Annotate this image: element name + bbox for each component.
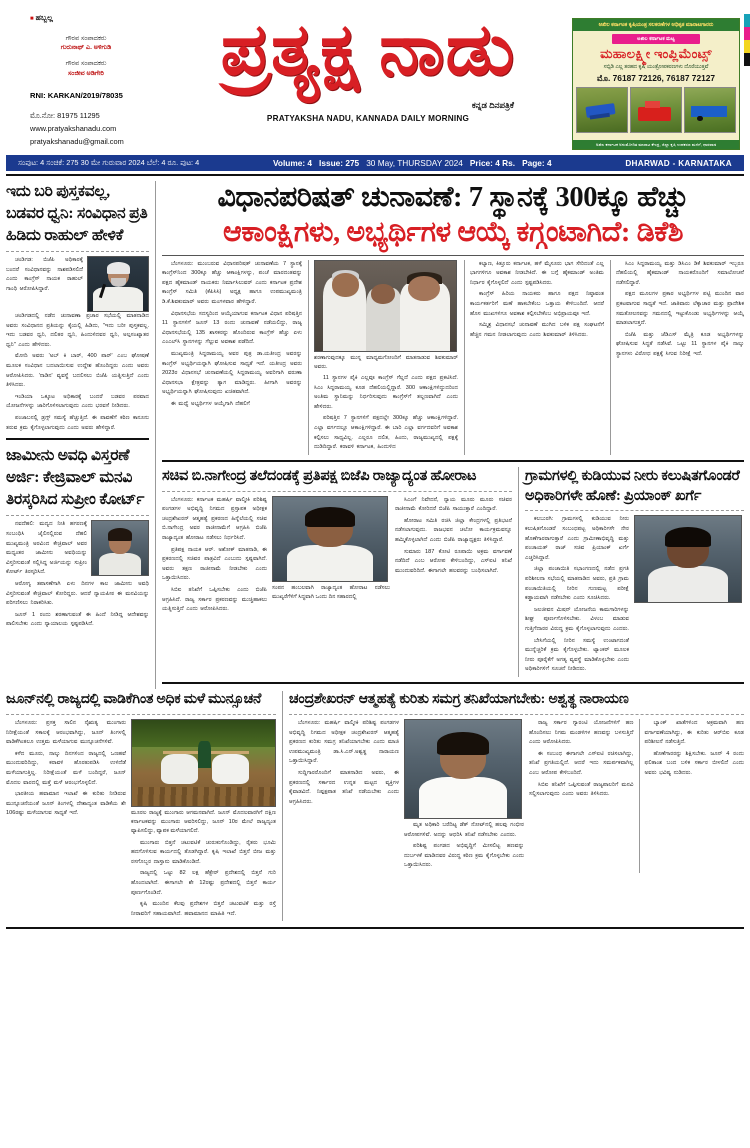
story-kejriwal[interactable]	[6, 445, 149, 630]
story-rahul-body-part1: ಚಂಡಿಗಡ: ಬಿಜೆಪಿ ಅಧಿಕಾರಕ್ಕೆ ಬಂದರೆ ಸಂವಿಧಾನವನ್ನು ನಾಶಪಡಿಸಲಿದೆ ಎಂದು ಕಾಂಗ್ರೆಸ್ ನಾಯಕ ರಾಹುಲ್ ಗಾಂಧಿ ಆರೋಪಿಸಿದ್ದಾರೆ.	[6, 257, 83, 292]
divider	[6, 251, 149, 252]
lead-story[interactable]	[162, 181, 744, 455]
lead-col-3: ಕಲ್ಯಾಣ, ಕಿತ್ತೂರು ಕರ್ನಾಟಕ, ಹಳೆ ಮೈಸೂರು ಭಾಗ ಸೇರಿದಂತೆ ಎಲ್ಲ ಭಾಗಗಳಿಗೂ ಅವಕಾಶ ನೀಡಬೇಕಿದೆ. ಈ ಬಗ್ಗೆ ಹೈಕಮಾಂಡ್ ಅಂತಿಮ ನಿರ್ಧಾರ ಕೈಗೊಳ್ಳಲಿದೆ ಎಂದು ಸ್ಪಷ್ಟಪಡಿಸಿದರು. ಕಾಂಗ್ರೆಸ್ ಹಿರಿಯ ನಾಯಕರು ಹಾಗೂ ಪಕ್ಷದ ನಿಷ್ಠಾವಂತ ಕಾರ್ಯಕರ್ತರಿಗೆ ಮಣೆ ಹಾಕಬೇಕೆಂಬ ಒತ್ತಾಯ ಕೇಳಿಬಂದಿದೆ. ಆದರೆ ಹೊಸ ಮುಖಗಳಿಗೂ ಅವಕಾಶ ಕಲ್ಪಿಸಬೇಕೆಂಬ ಅಭಿಪ್ರಾಯವೂ ಇದೆ. ಸಮ್ಮಿಶ್ರ ವಿಧಾನಸಭೆ ಚುನಾವಣೆ ಮುಗಿದ ಬಳಿಕ ಪಕ್ಷ ಸಂಘಟನೆಗೆ ಹೆಚ್ಚಿನ ಗಮನ ನೀಡಲಾಗುವುದು ಎಂದು ಶಿವಕುಮಾರ್ ತಿಳಿಸಿದರು.	[464, 260, 604, 455]
lead-headline-line1: ವಿಧಾನಪರಿಷತ್ ಚುನಾವಣೆ: 7 ಸ್ಥಾನಕ್ಕೆ 300ಕ್ಕೂ ಹೆಚ್ಚು	[217, 182, 689, 213]
ad-product-photos	[573, 84, 739, 133]
lead-col-4: ಸಿಎಂ ಸಿದ್ದರಾಮಯ್ಯ ಮತ್ತು ಡಿಸಿಎಂ ಡಿಕೆ ಶಿವಕುಮಾರ್ ಇಬ್ಬರೂ ದೆಹಲಿಯಲ್ಲಿ ಹೈಕಮಾಂಡ್ ನಾಯಕರೊಂದಿಗೆ ಸಮಾಲೋಚನೆ ನಡೆಸಲಿದ್ದಾರೆ. ಪಕ್ಷದ ಮೂಲಗಳ ಪ್ರಕಾರ ಅಭ್ಯರ್ಥಿಗಳ ಪಟ್ಟಿ ಮುಂದಿನ ವಾರ ಪ್ರಕಟವಾಗುವ ಸಾಧ್ಯತೆ ಇದೆ. ಜಾತಿವಾರು ಲೆಕ್ಕಾಚಾರ ಮತ್ತು ಪ್ರಾದೇಶಿಕ ಸಮತೋಲನವನ್ನು ಗಮನದಲ್ಲಿ ಇಟ್ಟುಕೊಂಡು ಅಭ್ಯರ್ಥಿಗಳನ್ನು ಆಯ್ಕೆ ಮಾಡಲಾಗುತ್ತದೆ. ಬಿಜೆಪಿ ಮತ್ತು ಜೆಡಿಎಸ್ ಮೈತ್ರಿ ಕೂಡ ಅಭ್ಯರ್ಥಿಗಳನ್ನು ಘೋಷಿಸುವ ಸಿದ್ಧತೆ ನಡೆಸಿವೆ. ಒಟ್ಟು 11 ಸ್ಥಾನಗಳ ಪೈಕಿ ನಾಲ್ಕು ಸ್ಥಾನಗಳು ವಿರೋಧ ಪಕ್ಷಕ್ಕೆ ಸಿಗುವ ನಿರೀಕ್ಷೆ ಇದೆ.	[610, 260, 744, 455]
ad-phone-values: 76187 72126, 76187 72127	[612, 73, 716, 83]
ad-top-strip: ಅಖಿಲ ಕರ್ನಾಟಕ ಕೃಷಿಯಂತ್ರ ಸಲಕರಣೆಗಳ ಅಧಿಕೃತ ಮಾರಾಟಗಾರರು	[573, 19, 739, 31]
divider	[6, 438, 149, 440]
divider	[289, 714, 744, 715]
priyank-kharge-photo	[634, 515, 742, 603]
story-ashwath-col3: ಬ್ಯಾಂಕ್ ಖಾತೆಗಳಿಂದ ಅಕ್ರಮವಾಗಿ ಹಣ ವರ್ಗಾವಣೆಯಾಗಿದ್ದು, ಈ ಕುರಿತು ಆರ್‌ಬಿಐ ಕೂಡ ಪರಿಶೀಲನೆ ನಡೆಸುತ್ತಿದೆ. ಹೊಣೆಗಾರರನ್ನು ಶಿಕ್ಷಿಸಬೇಕು. ಜೂನ್ 4 ರಂದು ಫಲಿತಾಂಶ ಬಂದ ಬಳಿಕ ಸರ್ಕಾರ ಬೀಳಲಿದೆ ಎಂದು ಅವರು ಭವಿಷ್ಯ ನುಡಿದರು.	[639, 719, 745, 873]
ashwath-narayan-photo	[404, 719, 522, 819]
divider	[6, 714, 276, 715]
rni-number: RNI: KARKAN/2019/78035	[30, 90, 123, 100]
issue-info-kannada: ಸಂಪುಟ: 4 ಸಂಚಿಕೆ: 275 30 ಮೇ ಗುರುವಾರ 2024 ಬೆಲೆ: 4 ರೂ. ಪುಟ: 4	[18, 158, 200, 167]
mid-row	[162, 467, 744, 677]
issue-date: 30 May, THURSDAY 2024	[366, 158, 463, 168]
story-ashwath-headline: ಚಂದ್ರಶೇಖರನ್ ಆತ್ಮಹತ್ಯೆ ಕುರಿತು ಸಮಗ್ರ ತನಿಖೆಯಾಗಬೇಕು: ಅಶ್ವತ್ಥ ನಾರಾಯಣ	[289, 692, 629, 708]
story-monsoon[interactable]	[6, 691, 276, 921]
divider	[6, 515, 149, 516]
ad-product-plough-photo	[576, 87, 628, 133]
newspaper-title: ಪ್ರತ್ಯಕ್ಷ ನಾಡು	[220, 10, 516, 90]
ad-footer: ಅಖಿಲ ಕರ್ನಾಟಕ ಅನುಮೋದಿತ ಮಾರಾಟ ಕೇಂದ್ರ, ಜಿಲ್ಲಾ ಕೃಷಿ ಉಪಕರಣ ಮಳಿಗೆ, ಧಾರವಾಡ	[573, 140, 739, 149]
b-nagendra-photo	[272, 496, 388, 582]
masthead-bullet-line	[30, 12, 164, 25]
story-rahul-body-rest: ಚಂಡಿಗಡದಲ್ಲಿ ನಡೆದ ಚುನಾವಣಾ ಪ್ರಚಾರ ಸಭೆಯಲ್ಲಿ ಮಾತನಾಡಿದ ಅವರು ಸಂವಿಧಾನದ ಪ್ರತಿಯನ್ನು ಕೈಯಲ್ಲಿ ಹಿಡಿದು, "ಇದು ಬರೀ ಪುಸ್ತಕವಲ್ಲ. ಇದು ಬಡವರ ಧ್ವನಿ, ದಲಿತರ ಧ್ವನಿ, ಹಿಂದುಳಿದವರ ಧ್ವನಿ, ಅಲ್ಪಸಂಖ್ಯಾತರ ಧ್ವನಿ" ಎಂದು ಹೇಳಿದರು. ಮೋದಿ ಅವರು 'ಅಬ್ ಕಿ ಬಾರ್, 400 ಪಾರ್' ಎಂಬ ಘೋಷಣೆ ಮೂಲಕ ಸಂವಿಧಾನ ಬದಲಾಯಿಸುವ ಉದ್ದೇಶ ಹೊಂದಿದ್ದರು ಎಂದು ಅವರು ಆರೋಪಿಸಿದರು. 'ನಾಡಿನ' ವ್ಯವಸ್ಥೆ ಬದಲಿಸಲು ಬಿಜೆಪಿ ಯತ್ನಿಸುತ್ತಿದೆ ಎಂದು ತಿಳಿಸಿದರು. ಇಂಡಿಯಾ ಒಕ್ಕೂಟ ಅಧಿಕಾರಕ್ಕೆ ಬಂದರೆ ಬಡವರ ಪರವಾದ ಯೋಜನೆಗಳನ್ನು ಜಾರಿಗೊಳಿಸಲಾಗುವುದು ಎಂದು ಭರವಸೆ ನೀಡಿದರು. ಪಂಜಾಬನಲ್ಲಿ ಡ್ರಗ್ಸ್ ಸಮಸ್ಯೆ ಹೆಚ್ಚುತ್ತಿದೆ. ಈ ಪಾವಣೆಗೆ ಕಠಿಣ ಕಾನೂನು ತರುವ ಕ್ರಮ ಕೈಗೊಳ್ಳಲಾಗುವುದು ಎಂದು ಅವರು ಹೇಳಿದ್ದಾರೆ.	[6, 313, 149, 431]
left-sidebar-column	[6, 181, 156, 689]
issue-label: Issue: 275	[319, 158, 360, 168]
story-priyank-headline: ಗ್ರಾಮಗಳಲ್ಲಿ ಕುಡಿಯುವ ನೀರು ಕಲುಷಿತಗೊಂಡರೆ ಅಧಿಕಾರಿಗಳೇ ಹೊಣೆ: ಪ್ರಿಯಾಂಕ್ ಖರ್ಗೆ	[525, 467, 740, 504]
color-registration-bars	[744, 14, 750, 66]
story-nagendra-headline: ಸಚಿವ ಬಿ.ನಾಗೇಂದ್ರ ತಲೆದಂಡಕ್ಕೆ ಪ್ರತಿಪಕ್ಷ ಬಿಜೆಪಿ ರಾಜ್ಯಾದ್ಯಂತ ಹೋರಾಟ	[162, 467, 477, 484]
ad-phone-label: ಮೊ.	[596, 73, 611, 83]
advisor-1	[30, 34, 164, 54]
lead-photo-caption: ಶರಣಾಗುವುದಕ್ಕೂ ಮುನ್ನ ಮಾಧ್ಯಮಗೋಂದಿಗೆ ಮಾತನಾಡುವ ಶಿವಕುಮಾರ್ ಅವರು.	[314, 354, 458, 370]
story-monsoon-caption: ಮೂರಲ ರಾಜ್ಯಕ್ಕೆ ಮುಂಗಾರು ಆಗಮನವಾಗಿದೆ. ಜೂನ್ ಮೊದಲವಾರಗಿಗೆ ದಕ್ಷಿಣ ಕರ್ನಾಟಕವನ್ನು ಮುಂಗಾರು ಆವರಿಸಲಿದ್ದು, ಜೂನ್ 10ರ ಮೇಲೆ ರಾಜ್ಯದ್ಯಂತ ವ್ಯಾಪಿಸಲಿದ್ದು, ವ್ಯಾಪಕ ಮಳೆಯಾಗಲಿದೆ.	[131, 809, 276, 835]
divider	[162, 682, 744, 684]
story-monsoon-headline: ಜೂನ್‌ನಲ್ಲಿ ರಾಜ್ಯದಲ್ಲಿ ವಾಡಿಕೆಗಿಂತ ಅಧಿಕ ಮಳೆ ಮುನ್ಸೂಚನೆ	[6, 692, 262, 708]
page-content	[6, 181, 744, 689]
advisor-2-name: ಸಂಜೀವ ಅಡಿಗೇರಿ	[67, 69, 104, 77]
story-nagendra-col1: ಬೆಂಗಳೂರು: ಕರ್ನಾಟಕ ಮಹರ್ಷಿ ವಾಲ್ಮೀಕಿ ಪರಿಶಿಷ್ಟ ಪಂಗಡಗಳ ಅಭಿವೃದ್ಧಿ ನಿಗಮದ ಪ್ರಸ್ತಾಪಕ ಅಧೀಕ್ಷಕ ಚಂದ್ರಶೇಖರನ್ ಆತ್ಮಹತ್ಯೆ ಪ್ರಕರಣದ ಹಿನ್ನೆಲೆಯಲ್ಲಿ ಸಚಿವ ಬಿ.ನಾಗೇಂದ್ರ ಅವರ ರಾಜೀನಾಮೆಗೆ ಆಗ್ರಹಿಸಿ ಬಿಜೆಪಿ ರಾಜ್ಯಾದ್ಯಂತ ಹೋರಾಟ ನಡೆಸಲು ನಿರ್ಧರಿಸಿದೆ. ಪ್ರತಿಪಕ್ಷ ನಾಯಕ ಆರ್. ಅಶೋಕ್ ಮಾತನಾಡಿ, ಈ ಪ್ರಕರಣದಲ್ಲಿ ಸಚಿವರ ಪಾತ್ರವಿದೆ ಎಂಬುದು ಸ್ಪಷ್ಟವಾಗಿದೆ. ಅವರು ತಕ್ಷಣ ರಾಜೀನಾಮೆ ನೀಡಬೇಕು ಎಂದು ಒತ್ತಾಯಿಸಿದರು. ಸಿಬಿಐ ತನಿಖೆಗೆ ಒಪ್ಪಿಸಬೇಕು ಎಂದು ಬಿಜೆಪಿ ಆಗ್ರಹಿಸಿದೆ. ರಾಜ್ಯ ಸರ್ಕಾರ ಪ್ರಕರಣವನ್ನು ಮುಚ್ಚಿಹಾಕಲು ಯತ್ನಿಸುತ್ತಿದೆ ಎಂದು ಆರೋಪಿಸಿದರು.	[162, 496, 267, 613]
kejriwal-photo	[91, 520, 149, 576]
bullock-ploughing-photo	[131, 719, 276, 807]
lead-col-2: ಶರಣಾಗುವುದಕ್ಕೂ ಮುನ್ನ ಮಾಧ್ಯಮಗೋಂದಿಗೆ ಮಾತನಾಡುವ ಶಿವಕುಮಾರ್ ಅವರು. 11 ಸ್ಥಾನಗಳ ಪೈಕಿ ಎಲ್ಲವೂ ಕಾಂಗ್ರೆಸ್ ಗೆಲ್ಲದೆ ಎಂದು ಪಕ್ಷದ ಪ್ರಕಟಿಸಿದೆ. ಸಿಎಂ ಸಿದ್ದರಾಮಯ್ಯ ಕೂಡ ದೆಹಲಿಯಲ್ಲಿದ್ದಾರೆ. 300 ಆಕಾಂಕ್ಷಿಗಳಿದ್ದುದರಿಂದ ಅಂತಿಮ ಸ್ಥಾನಿಮನ್ನು ನಿರ್ಧರಿಸುವುದು ಕಾಂಗ್ರೆಸ್‌ಗೆ ತಲ್ಲಣವಾಗಿದೆ ಎಂದು ಹೇಳಿದರು. ಪರಿಷತ್ತಿನ 7 ಸ್ಥಾನಗಳಿಗೆ ಪಕ್ಷದಲ್ಲೇ 300ಕ್ಕೂ ಹೆಚ್ಚು ಆಕಾಂಕ್ಷಿಗಳಿದ್ದಾರೆ. ಎಲ್ಲಾ ವರ್ಗದಲ್ಲೂ ಆಕಾಂಕ್ಷಿಗಳಿದ್ದಾರೆ. ಈ ಬಾರಿ ಎಲ್ಲಾ ವರ್ಗದವರಿಗೆ ಅವಕಾಶ ಕಲ್ಪಿಸಲು ಸಾಧ್ಯವಿಲ್ಲ. ಎಲ್ಲರೂ ದಲಿತ, ಹಿಂದು, ರಾಜ್ಯಮುಖ್ಯದಲ್ಲಿ ಪಕ್ಷಕ್ಕೆ ದುಡಿದಿದ್ದಾರೆ. ಕರಾವಳಿ ಕರ್ನಾಟಕ, ಹಿಂದುಳಿದ	[308, 260, 458, 455]
issue-price: Price: 4 Rs.	[469, 158, 516, 168]
contact-phone: ಮೊ.ನೋ: 81975 11295	[30, 110, 100, 120]
divider	[162, 255, 744, 256]
issue-info-bar	[6, 155, 744, 171]
bullet-icon: ■	[30, 16, 34, 22]
story-ashwath-photo-col: ಮೃತ ಅಧಿಕಾರಿ ಬರೆದಿಟ್ಟ ಡೆತ್ ನೋಟ್‌ನಲ್ಲಿ ಹಲವು ಗಂಭೀರ ಆರೋಪಗಳಿವೆ. ಅದನ್ನು ಆಧರಿಸಿ ತನಿಖೆ ನಡೆಸಬೇಕು ಎಂದರು. ಪರಿಶಿಷ್ಟ ಪಂಗಡದ ಅಭಿವೃದ್ಧಿಗೆ ಮೀಸಲಿಟ್ಟ ಹಣವನ್ನು ದುರ್ಬಳಕೆ ಮಾಡಿದವರ ವಿರುದ್ಧ ಕಠಿಣ ಕ್ರಮ ಕೈಗೊಳ್ಳಬೇಕು ಎಂದು ಒತ್ತಾಯಿಸಿದರು.	[404, 719, 524, 873]
advisor-1-role: ಗೌರವ ಸಂಪಾದಕರು	[65, 34, 107, 42]
ad-phone-numbers	[573, 73, 739, 84]
masthead-bullet-label: ಹಬ್ಬಲ್ಲ	[35, 13, 54, 22]
masthead-contact	[30, 110, 164, 149]
issue-pages: Page: 4	[522, 158, 552, 168]
advisor-1-name: ಗುರುನಾಥ್ ಎ. ಅಳಿಗುಡಿ	[60, 44, 112, 52]
story-nagendra-photo-col	[272, 496, 390, 617]
story-kejriwal-headline: ಜಾಮೀನು ಅವಧಿ ವಿಸ್ತರಣೆ ಅರ್ಜಿ: ಕೇಜ್ರಿವಾಲ್ ಮನವಿ ತಿರಸ್ಕರಿಸಿದ ಸುಪ್ರೀಂ ಕೋರ್ಟ್	[6, 447, 145, 509]
story-ashwath-narayan[interactable]	[282, 691, 744, 921]
story-kejriwal-body-rest: ಆರೋಗ್ಯ ತಪಾಸಣೆಗಾಗಿ ಏಳು ದಿನಗಳ ಕಾಲ ಜಾಮೀನು ಅವಧಿ ವಿಸ್ತರಿಸುವಂತೆ ಕೇಜ್ರಿವಾಲ್ ಕೋರಿದ್ದರು. ಆದರೆ ನ್ಯಾಯಪೀಠ ಈ ಮನವಿಯನ್ನು ಪರಿಗಣಿಸಲು ನಿರಾಕರಿಸಿತು. ಜೂನ್ 1 ರಂದು ಶರಣಾಗುವಂತೆ ಈ ಹಿಂದೆ ನೀಡಿದ್ದ ಆದೇಶವನ್ನು ಪಾಲಿಸಬೇಕು ಎಂದು ನ್ಯಾಯಾಲಯ ಸ್ಪಷ್ಟಪಡಿಸಿದೆ.	[6, 580, 149, 628]
story-nagendra-col2: ಸಿಎಂಗೆ ನಿವೇದನೆ, ನ್ಯಾಯ ಮೂರು ಮೂರು ಸಚಿವರ ರಾಜೀನಾಮೆ ಕೋರಿದರೆ ಬಿಜೆಪಿ ಸಾಯುತ್ತಾರೆ ಎಂದಿದ್ದಾರೆ. ಹೋರಾಟ ಸಮಿತಿ ರಚಿಸಿ ಜಿಲ್ಲಾ ಕೇಂದ್ರಗಳಲ್ಲಿ ಪ್ರತಿಭಟನೆ ನಡೆಸಲಾಗುವುದು. ರಾಜಭವನ ಚಲೋ ಕಾರ್ಯಕ್ರಮವನ್ನೂ ಹಮ್ಮಿಕೊಳ್ಳಲಾಗಿದೆ ಎಂದು ಬಿಜೆಪಿ ರಾಜ್ಯಾಧ್ಯಕ್ಷರು ತಿಳಿಸಿದ್ದಾರೆ. ಸುಮಾರು 187 ಕೋಟಿ ರೂಪಾಯಿ ಅಕ್ರಮ ವರ್ಗಾವಣೆ ನಡೆದಿದೆ ಎಂಬ ಆರೋಪ ಕೇಳಿಬಂದಿದ್ದು, ಎಸ್‌ಐಟಿ ತನಿಖೆ ಮುಂದುವರಿದಿದೆ. ಈಗಾಗಲೇ ಹಲವರನ್ನು ಬಂಧಿಸಲಾಗಿದೆ.	[395, 496, 512, 574]
advisor-2-role: ಗೌರವ ಸಂಪಾದಕರು	[65, 60, 107, 67]
divider	[525, 510, 744, 511]
lead-headline-line2: ಆಕಾಂಕ್ಷಿಗಳು, ಅಭ್ಯರ್ಥಿಗಳ ಆಯ್ಕೆ ಕಗ್ಗಂಟಾಗಿದೆ: ಡಿಕೆಶಿ	[222, 216, 684, 248]
divider	[162, 491, 512, 492]
advisor-2	[30, 59, 164, 79]
story-monsoon-col1: ಬೆಂಗಳೂರು: ಪ್ರಸಕ್ತ ಸಾಲಿನ ನೈಋತ್ಯ ಮುಂಗಾರು ನಿರೀಕ್ಷೆಯಂತೆ ಸಕಾಲಕ್ಕೆ ಆರಂಭವಾಗಿದ್ದು, ಜೂನ್ ತಿಂಗಳಲ್ಲಿ ವಾಡಿಕೆಗಿಂತಲೂ ಉತ್ತಮ ಮಳೆಯಾಗುವ ಮುನ್ಸೂಚನೆಗಳಿವೆ. ಕಳೆದ ಮೂರು, ನಾಲ್ಕು ದಿನಗಳಿಂದ ರಾಜ್ಯದಲ್ಲಿ ಒಣಹವೆ ಮುಂದುವರಿದಿದ್ದು, ಕರಾವಳಿ ಹೊರತುಪಡಿಸಿ ಉಳಿದೆಡೆ ಮಳೆಯಾಗುತ್ತಿಲ್ಲ. ನಿರೀಕ್ಷೆಯಂತೆ ಮಳೆ ಬಂದಿದ್ದರೆ, ಜೂನ್ ಮೊದಲ ವಾರದಲ್ಲಿ ಮತ್ತೆ ಮಳೆ ಆರಂಭಗೊಳ್ಳಲಿದೆ. ಭಾರತೀಯ ಹವಾಮಾನ ಇಲಾಖೆ ಈ ಕುರಿತು ನೀಡಿರುವ ಮುನ್ಸೂಚನೆಯಂತೆ ಜೂನ್ ತಿಂಗಳಲ್ಲಿ ದೇಶಾದ್ಯಂತ ವಾಡಿಕೆಯ ಶೇ 106ರಷ್ಟು ಮಳೆಯಾಗುವ ಸಾಧ್ಯತೆ ಇದೆ.	[6, 719, 126, 817]
ad-ribbon: ಅಖಿಲ ಕರ್ನಾಟಕ ಮಟ್ಟ	[612, 34, 700, 44]
masthead-left-info	[6, 8, 164, 149]
contact-email[interactable]: pratyakshanadu@gmail.com	[30, 136, 124, 146]
bottom-row	[6, 691, 744, 921]
story-priyank-col1: ಕಲಬುರಗಿ: ಗ್ರಾಮಗಳಲ್ಲಿ ಕುಡಿಯುವ ನೀರು ಕಲುಷಿತಗೊಂಡರೆ ಸಂಬಂಧಪಟ್ಟ ಅಧಿಕಾರಿಗಳೇ ನೇರ ಹೊಣೆಗಾರರಾಗುತ್ತಾರೆ ಎಂದು ಗ್ರಾಮೀಣಾಭಿವೃದ್ಧಿ ಮತ್ತು ಪಂಚಾಯತ್ ರಾಜ್ ಸಚಿವ ಪ್ರಿಯಾಂಕ್ ಖರ್ಗೆ ಎಚ್ಚರಿಸಿದ್ದಾರೆ. ಜಿಲ್ಲಾ ಪಂಚಾಯಿತಿ ಸಭಾಂಗಣದಲ್ಲಿ ನಡೆದ ಪ್ರಗತಿ ಪರಿಶೀಲನಾ ಸಭೆಯಲ್ಲಿ ಮಾತನಾಡಿದ ಅವರು, ಪ್ರತಿ ಗ್ರಾಮ ಪಂಚಾಯಿತಿಯಲ್ಲಿ ನೀರಿನ ಗುಣಮಟ್ಟ ಪರೀಕ್ಷೆ ಕಡ್ಡಾಯವಾಗಿ ನಡೆಸಬೇಕು ಎಂದು ಸೂಚಿಸಿದರು. ಜಲಜೀವನ ಮಿಷನ್ ಯೋಜನೆಯ ಕಾಮಗಾರಿಗಳನ್ನು ಶೀಘ್ರ ಪೂರ್ಣಗೊಳಿಸಬೇಕು. ವಿಳಂಬ ಮಾಡುವ ಗುತ್ತಿಗೆದಾರರ ವಿರುದ್ಧ ಕ್ರಮ ಕೈಗೊಳ್ಳಲಾಗುವುದು ಎಂದರು. ಬೇಸಿಗೆಯಲ್ಲಿ ನೀರಿನ ಸಮಸ್ಯೆ ಉಂಟಾಗದಂತೆ ಮುನ್ನೆಚ್ಚರಿಕೆ ಕ್ರಮ ಕೈಗೊಳ್ಳಬೇಕು. ಟ್ಯಾಂಕರ್ ಮೂಲಕ ನೀರು ಪೂರೈಕೆಗೆ ಅಗತ್ಯ ವ್ಯವಸ್ಥೆ ಮಾಡಿಕೊಳ್ಳಬೇಕು ಎಂದು ಅಧಿಕಾರಿಗಳಿಗೆ ಸೂಚನೆ ನೀಡಿದರು.	[525, 516, 629, 673]
ad-product-rotavator-photo	[630, 87, 682, 133]
story-ashwath-col1: ಬೆಂಗಳೂರು: ಮಹರ್ಷಿ ವಾಲ್ಮೀಕಿ ಪರಿಶಿಷ್ಟ ಪಂಗಡಗಳ ಅಭಿವೃದ್ಧಿ ನಿಗಮದ ಅಧೀಕ್ಷಕ ಚಂದ್ರಶೇಖರನ್ ಆತ್ಮಹತ್ಯೆ ಪ್ರಕರಣದ ಕುರಿತು ಸಮಗ್ರ ತನಿಖೆಯಾಗಬೇಕು ಎಂದು ಮಾಜಿ ಉಪಮುಖ್ಯಮಂತ್ರಿ ಡಾ.ಸಿ.ಎನ್.ಅಶ್ವತ್ಥ ನಾರಾಯಣ ಒತ್ತಾಯಿಸಿದ್ದಾರೆ. ಸುದ್ದಿಗಾರರೊಂದಿಗೆ ಮಾತನಾಡಿದ ಅವರು, ಈ ಪ್ರಕರಣದಲ್ಲಿ ಸರ್ಕಾರದ ಉನ್ನತ ಮಟ್ಟದ ವ್ಯಕ್ತಿಗಳ ಕೈವಾಡವಿದೆ. ನಿಷ್ಪಕ್ಷಪಾತ ತನಿಖೆ ನಡೆಯಬೇಕು ಎಂದು ಆಗ್ರಹಿಸಿದರು.	[289, 719, 399, 805]
subtitle-english: PRATYAKSHA NADU, KANNADA DAILY MORNING	[266, 114, 470, 123]
issue-info-english	[273, 158, 552, 168]
divider	[162, 460, 744, 462]
masthead-divider	[6, 174, 744, 176]
story-rahul-headline: ಇದು ಬರಿ ಪುಸ್ತಕವಲ್ಲ, ಬಡವರ ಧ್ವನಿ: ಸಂವಿಧಾನ ಪ್ರತಿ ಹಿಡಿದು ರಾಹುಲ್ ಹೇಳಿಕೆ	[6, 183, 148, 244]
page-footer-divider	[6, 927, 744, 929]
story-priyank-kharge[interactable]	[518, 467, 744, 677]
volume-label: Volume: 4	[273, 158, 313, 168]
story-rahul-gandhi[interactable]	[6, 181, 149, 433]
subtitle-kannada: ಕನ್ನಡ ದಿನಪತ್ರಿಕೆ	[471, 100, 514, 110]
story-monsoon-photo-col: ಮೂರಲ ರಾಜ್ಯಕ್ಕೆ ಮುಂಗಾರು ಆಗಮನವಾಗಿದೆ. ಜೂನ್ ಮೊದಲವಾರಗಿಗೆ ದಕ್ಷಿಣ ಕರ್ನಾಟಕವನ್ನು ಮುಂಗಾರು ಆವರಿಸಲಿದ್ದು, ಜೂನ್ 10ರ ಮೇಲೆ ರಾಜ್ಯದ್ಯಂತ ವ್ಯಾಪಿಸಲಿದ್ದು, ವ್ಯಾಪಕ ಮಳೆಯಾಗಲಿದೆ. ಮುಂಗಾರು ಬಿತ್ತನೆ ಚಟುವಟಿಕೆ ಚುರುಕುಗೊಂಡಿದ್ದು, ರೈತರು ಭೂಮಿ ಹದಗೊಳಿಸುವ ಕಾರ್ಯದಲ್ಲಿ ತೊಡಗಿದ್ದಾರೆ. ಕೃಷಿ ಇಲಾಖೆ ಬಿತ್ತನೆ ಬೀಜ ಮತ್ತು ರಸಗೊಬ್ಬರ ದಾಸ್ತಾನು ಮಾಡಿಕೊಂಡಿದೆ. ರಾಜ್ಯದಲ್ಲಿ ಒಟ್ಟು 82 ಲಕ್ಷ ಹೆಕ್ಟೇರ್ ಪ್ರದೇಶದಲ್ಲಿ ಬಿತ್ತನೆ ಗುರಿ ಹೊಂದಲಾಗಿದೆ. ಈಗಾಗಲೇ ಶೇ 12ರಷ್ಟು ಪ್ರದೇಶದಲ್ಲಿ ಬಿತ್ತನೆ ಕಾರ್ಯ ಪೂರ್ಣಗೊಂಡಿದೆ. ಕೃಷಿ ಮುಂದಿನ ಕೆಲವು ಪ್ರದೇಶಗಳ ಬಿತ್ತನೆ ಚಟುವಟಿಕೆ ಮತ್ತು ರಸ್ತೆ ನೀರಾವರಿಗೆ ಸಹಾಯವಾಗಿದೆ. ಹವಾಮಾನದ ಮಾಹಿತಿ ಇದೆ.	[131, 719, 276, 922]
siddaramaiah-dkshivakumar-photo	[314, 260, 457, 352]
masthead	[6, 0, 744, 152]
rahul-gandhi-photo	[87, 256, 149, 312]
story-priyank-photo-col	[634, 515, 744, 677]
story-ashwath-col2: ರಾಜ್ಯ ಸರ್ಕಾರ ಗ್ಯಾರಂಟಿ ಯೋಜನೆಗಳಿಗೆ ಹಣ ಹೊಂದಿಸಲು ನಿಗಮ ಮಂಡಳಿಗಳ ಹಣವನ್ನು ಬಳಸುತ್ತಿದೆ ಎಂದು ಆರೋಪಿಸಿದರು. ಈ ಸಂಬಂಧ ಈಗಾಗಲೇ ಎಸ್‌ಐಟಿ ರಚಿಸಲಾಗಿದ್ದು, ತನಿಖೆ ಪ್ರಗತಿಯಲ್ಲಿದೆ. ಆದರೆ ಇದು ಸಮರ್ಪಕವಾಗಿಲ್ಲ ಎಂಬ ಆರೋಪ ಕೇಳಿಬಂದಿದೆ. ಸಿಬಿಐ ತನಿಖೆಗೆ ಒಪ್ಪಿಸುವಂತೆ ರಾಜ್ಯಪಾಲರಿಗೆ ಮನವಿ ಸಲ್ಲಿಸಲಾಗುವುದು ಎಂದು ಅವರು ತಿಳಿಸಿದರು.	[529, 719, 634, 798]
story-nagendra[interactable]	[162, 467, 512, 677]
lead-headline	[162, 181, 744, 251]
lead-col-1: ಬೆಂಗಳೂರು: ಮುಂಬರುವ ವಿಧಾನಪರಿಷತ್ ಚುನಾವಣೆಯ 7 ಸ್ಥಾನಕ್ಕೆ ಕಾಂಗ್ರೆಸ್‌ನಿಂದ 300ಕ್ಕೂ ಹೆಚ್ಚು ಆಕಾಂಕ್ಷಿಗಳನ್ನು, ಪಂಚೆ ಮಾರದಂತವನ್ನು ಪಕ್ಷದ ಹೈಕಮಾಂಡ್ ನಾಯಕರು ನಿರ್ಮಾಸಿಲುವರ್ ಎಂದು ಕರ್ನಾಟಕ ಪ್ರದೇಶ ಕಾಂಗ್ರೆಸ್ ಸಮಿತಿ (ಕೆಪಿಸಿಸಿ) ಅಧ್ಯಕ್ಷ ಹಾಗೂ ಉಪಮುಖ್ಯಮಂತ್ರಿ ಡಿ.ಕೆ.ಶಿವಕುಮಾರ್ ಅವರು ಮಂಗಳವಾರ ಹೇಳಿದ್ದಾರೆ. ವಿಧಾನಸಭೆಯ ಸದಸ್ಯರಿಂದ ಆಯ್ಕೆಯಾಗುವ ಕರ್ನಾಟಕ ವಿಧಾನ ಪರಿಷತ್ತಿನ 11 ಸ್ಥಾನಗಳಿಗೆ ಜೂನ್ 13 ರಂದು ಚುನಾವಣೆ ನಡೆಯಲಿದ್ದು, ರಾಜ್ಯ ವಿಧಾನಸಭೆಯಲ್ಲಿ 135 ಶಾಸಕರನ್ನು ಹೊಂದಿರುವ ಕಾಂಗ್ರೆಸ್ ಹೆಚ್ಚು ಏಳು ಎಂಎಲ್‌ಸಿ ಸ್ಥಾನಗಳನ್ನು ಗೆಲ್ಲುವ ಅವಕಾಶ ಪಡೆದಿದೆ. ಮುಖ್ಯಮಂತ್ರಿ ಸಿದ್ದರಾಮಯ್ಯ ಅವರ ಪುತ್ರ ಡಾ.ಯತೀಂದ್ರ ಅವರನ್ನು ಕಾಂಗ್ರೆಸ್ ಅಭ್ಯರ್ಥಿಯನ್ನಾಗಿ ಘೋಷಿಸುವ ಸಾಧ್ಯತೆ ಇದೆ. ಯತೀಂದ್ರ ಅವರು 2023ರ ವಿಧಾನಸಭೆ ಚುನಾವಣೆಯಲ್ಲಿ ಸಿದ್ದರಾಮಯ್ಯ ಅವರಿಗಾಗಿ ವರುಣಾ ವಿಧಾನಸಭಾ ಕ್ಷೇತ್ರವನ್ನು ತ್ಯಾಗ ಮಾಡಿದ್ದರು. ಹೀಗಾಗಿ ಅವರನ್ನು ಅಭ್ಯರ್ಥಿಯನ್ನಾಗಿ ಘೋಷಿಸುವುದು ಖಚಿತವಾಗಿದೆ. ಈ ಮಧ್ಯೆ ಅಭ್ಯರ್ಥಿಗಳ ಆಯ್ಕೆಗಾಗಿ ದೆಹಲಿಗೆ	[162, 260, 302, 408]
masthead-title-block	[164, 8, 572, 123]
story-kejriwal-body-part1: ನವದೆಹಲಿ: ಮದ್ಯದ ನೀತಿ ಹಗರಣಕ್ಕೆ ಸಂಬಂಧಿಸಿ ಜೈಲಿನಲ್ಲಿರುವ ದೆಹಲಿ ಮುಖ್ಯಮಂತ್ರಿ ಅರವಿಂದ ಕೇಜ್ರಿವಾಲ್ ಅವರ ಮಧ್ಯಂತರ ಜಾಮೀನು ಅವಧಿಯನ್ನು ವಿಸ್ತರಿಸುವಂತೆ ಸಲ್ಲಿಸಿದ್ದ ಅರ್ಜಿಯನ್ನು ಸುಪ್ರೀಂ ಕೋರ್ಟ್ ತಿರಸ್ಕರಿಸಿದೆ.	[6, 521, 87, 576]
ad-tagline: ಸಬ್ಸಿಡಿ ಎಲ್ಲ ತರಹದ ಕೃಷಿ ಯಂತ್ರೋಪಕರಣಗಳು ದೊರೆಯುತ್ತವೆ	[603, 64, 709, 70]
ad-title: ಮಹಾಲಕ್ಷ್ಮೀ ಇಂಪ್ಲಿಮೆಂಟ್ಸ್	[600, 46, 712, 61]
contact-website[interactable]: www.pratyakshanadu.com	[30, 123, 117, 133]
masthead-advertisement[interactable]	[572, 8, 744, 150]
ad-mahalakshmi-implements[interactable]	[572, 18, 740, 150]
story-nagendra-caption: ಸಂಪನ ಹಂಬಲವಾಗಿ ರಾಜ್ಯಾದ್ಯಂತ ಹೋರಾಟ ನಡೆಸಲು ಮುಖ್ಯರೆಗೆಳಿಗೆ ಸಿದ್ಧವಾಗಿ ಒಂದು ದಿನ ಸಹಾರದಲ್ಲಿ	[272, 584, 390, 600]
main-column	[162, 181, 744, 689]
issue-place: DHARWAD - KARNATAKA	[625, 158, 732, 168]
ad-product-trailer-photo	[684, 87, 736, 133]
